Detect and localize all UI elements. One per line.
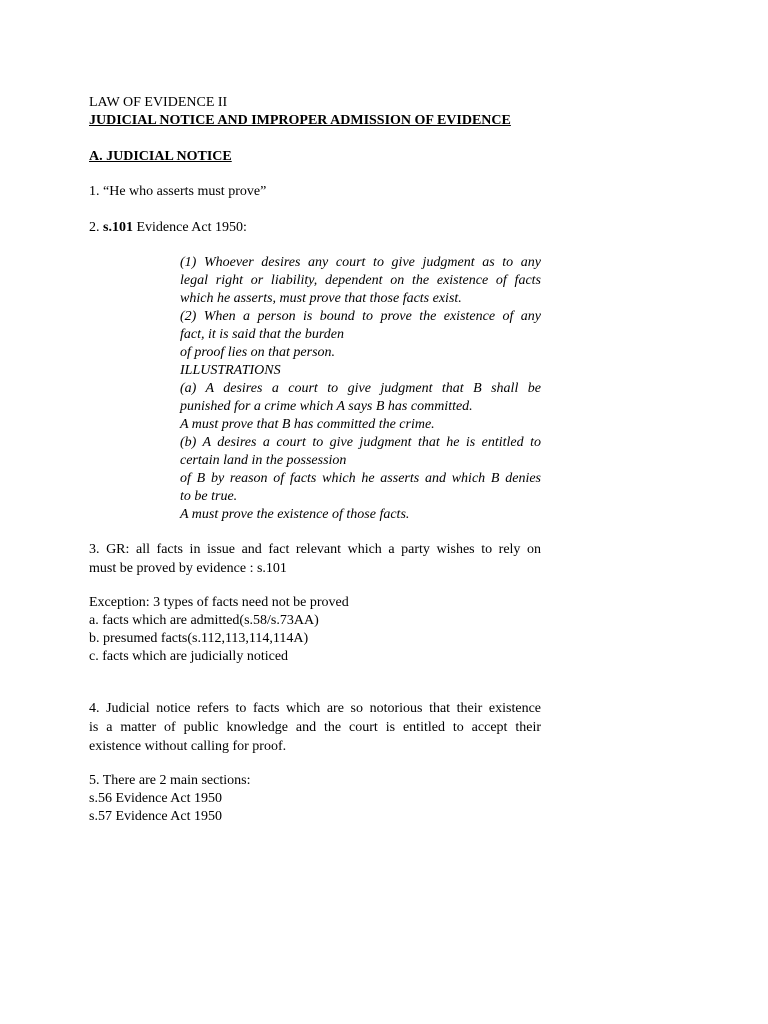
item-4-line: existence without calling for proof.	[89, 739, 287, 754]
quote-line: which he asserts, must prove that those facts exist.	[180, 291, 462, 306]
item-2-number: 2.	[89, 220, 103, 235]
item-2-text: Evidence Act 1950:	[132, 220, 247, 235]
quote-line: legal right or liability, dependent on the existence of facts	[180, 273, 541, 288]
quote-line: A must prove the existence of those facts.	[180, 507, 410, 522]
item-4	[89, 699, 541, 756]
quote-line: punished for a crime which A says B has committed.	[180, 399, 473, 414]
item-3-line: 3. GR: all facts in issue and fact relevant which a party wishes to rely on	[89, 542, 541, 557]
item-5: 5. There are 2 main sections:	[89, 773, 251, 788]
doc-subtitle: JUDICIAL NOTICE AND IMPROPER ADMISSION OF EVIDENCE	[89, 113, 511, 128]
exception-heading: Exception: 3 types of facts need not be proved	[89, 595, 349, 610]
section-heading-judicial-notice: A. JUDICIAL NOTICE	[89, 149, 232, 164]
item-4-line: 4. Judicial notice refers to facts which are so notorious that their existence	[89, 701, 541, 716]
statute-quote	[180, 254, 541, 524]
quote-line: (2) When a person is bound to prove the existence of any	[180, 309, 541, 324]
item-2	[89, 219, 247, 237]
item-2-section: s.101	[103, 220, 133, 235]
exception-item-b: b. presumed facts(s.112,113,114,114A)	[89, 631, 309, 646]
item-3-line: must be proved by evidence : s.101	[89, 561, 287, 576]
exception-item-a: a. facts which are admitted(s.58/s.73AA)	[89, 613, 319, 628]
quote-line: ILLUSTRATIONS	[180, 363, 281, 378]
quote-line: certain land in the possession	[180, 453, 347, 468]
quote-line: of proof lies on that person.	[180, 345, 336, 360]
quote-line: A must prove that B has committed the crime.	[180, 417, 435, 432]
item-3	[89, 540, 541, 578]
quote-line: (b) A desires a court to give judgment that he is entitled to	[180, 435, 541, 450]
item-5-section-56: s.56 Evidence Act 1950	[89, 791, 222, 806]
item-4-line: is a matter of public knowledge and the court is entitled to accept their	[89, 720, 541, 735]
quote-line: to be true.	[180, 489, 238, 504]
exception-item-c: c. facts which are judicially noticed	[89, 649, 289, 664]
quote-line: fact, it is said that the burden	[180, 327, 344, 342]
quote-line: of B by reason of facts which he asserts and which B denies	[180, 471, 541, 486]
item-5-section-57: s.57 Evidence Act 1950	[89, 809, 222, 824]
doc-title: LAW OF EVIDENCE II	[89, 95, 228, 110]
quote-line: (1) Whoever desires any court to give judgment as to any	[180, 255, 541, 270]
quote-line: (a) A desires a court to give judgment that B shall be	[180, 381, 541, 396]
item-1: 1. “He who asserts must prove”	[89, 184, 267, 199]
